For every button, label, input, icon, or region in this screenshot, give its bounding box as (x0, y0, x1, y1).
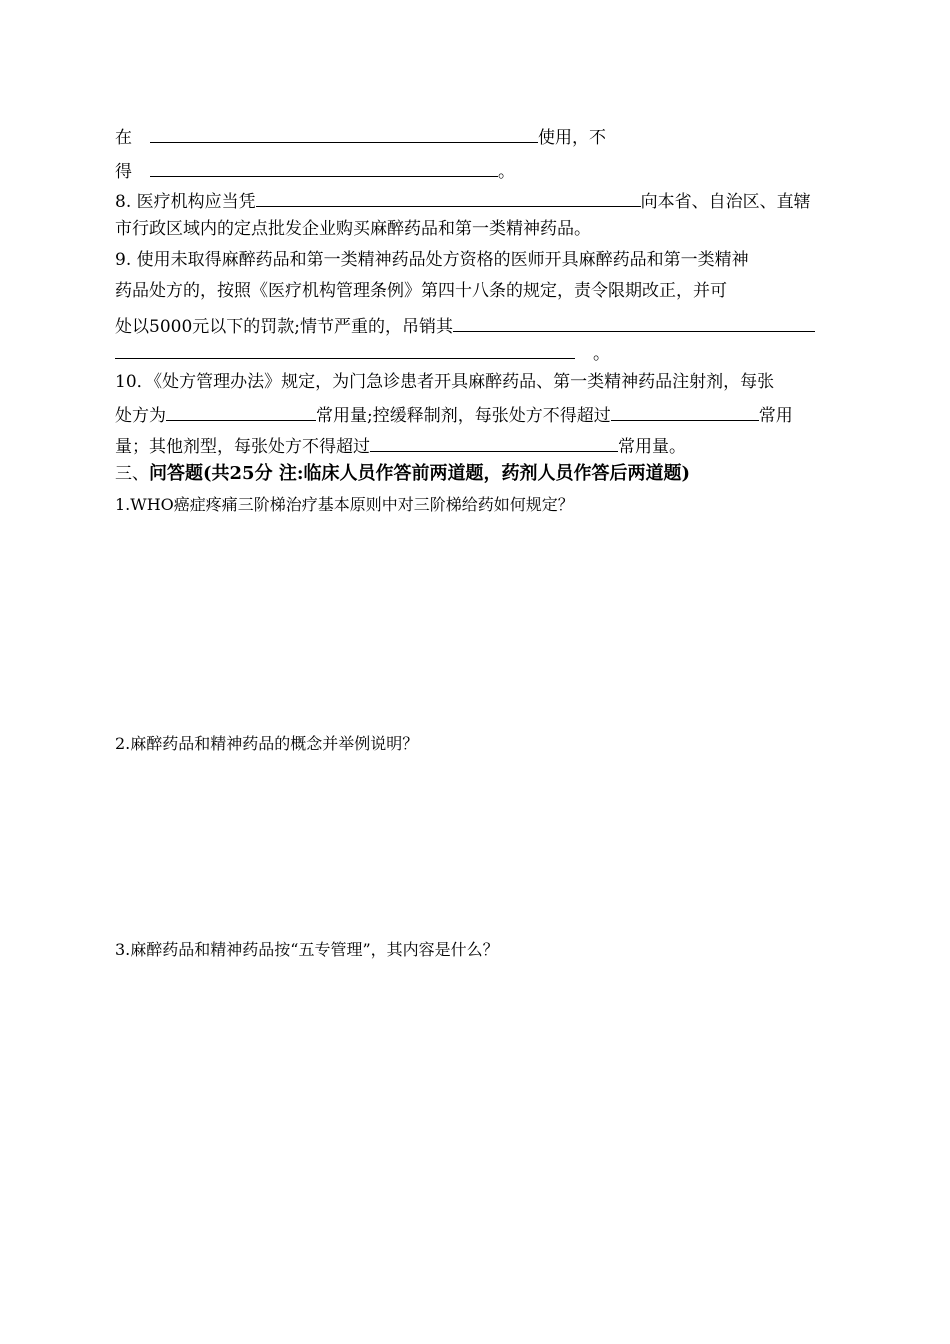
answer-blank[interactable] (150, 124, 538, 143)
essay-question-3: 3.麻醉药品和精神药品按“五专管理”，其内容是什么？ (115, 940, 499, 959)
essay-question-1: 1.WHO癌症疼痛三阶梯治疗基本原则中对三阶梯给药如何规定？ (115, 495, 574, 514)
section-3-heading: 三、问答题(共25分 注:临床人员作答前两道题，药剂人员作答后两道题) (115, 463, 690, 484)
answer-blank[interactable] (150, 158, 498, 177)
answer-blank[interactable] (611, 402, 759, 421)
answer-blank[interactable] (256, 188, 641, 207)
question-10-line-1: 10．《处方管理办法》规定，为门急诊患者开具麻醉药品、第一类精神药品注射剂，每张 (115, 372, 775, 392)
answer-blank[interactable] (166, 402, 316, 421)
question-8-line-1: 8. 医疗机构应当凭 向本省、自治区、直辖 (115, 188, 811, 213)
question-9-line-4: 。 (115, 340, 610, 365)
fill-line-1: 在 使用，不 (115, 124, 606, 149)
question-9-line-3: 处以5000元以下的罚款;情节严重的，吊销其 (115, 313, 815, 338)
answer-blank[interactable] (115, 340, 575, 359)
fill-line-2: 得 。 (115, 158, 515, 183)
question-9-line-1: 9. 使用未取得麻醉药品和第一类精神药品处方资格的医师开具麻醉药品和第一类精神 (115, 250, 749, 270)
question-10-line-3: 量；其他剂型，每张处方不得超过 常用量。 (115, 433, 686, 458)
answer-blank[interactable] (370, 433, 618, 452)
essay-question-2: 2.麻醉药品和精神药品的概念并举例说明？ (115, 734, 419, 753)
answer-blank[interactable] (453, 313, 815, 332)
question-9-line-2: 药品处方的，按照《医疗机构管理条例》第四十八条的规定，责令限期改正，并可 (115, 281, 727, 301)
question-8-line-2: 市行政区域内的定点批发企业购买麻醉药品和第一类精神药品。 (115, 219, 591, 239)
question-10-line-2: 处方为 常用量;控缓释制剂，每张处方不得超过 常用 (115, 402, 793, 427)
